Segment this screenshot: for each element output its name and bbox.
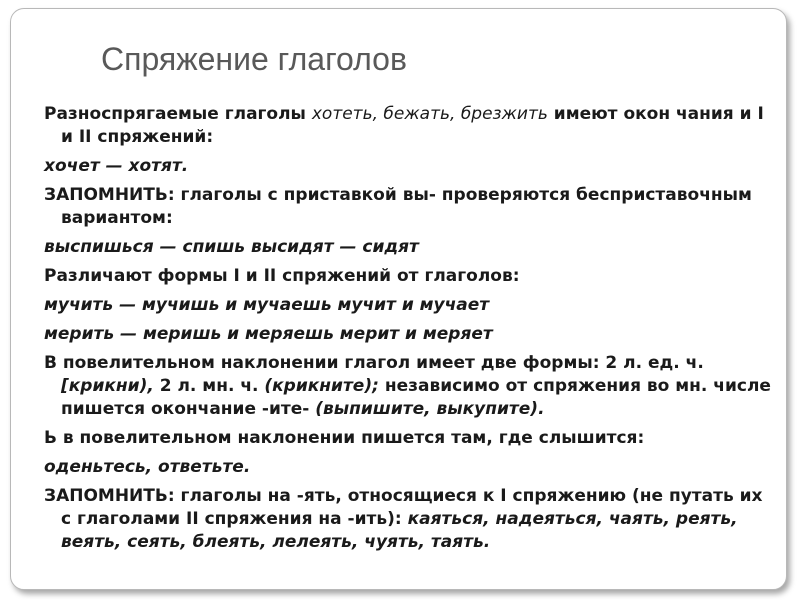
- paragraph-8-example-b: [крикни),: [61, 376, 154, 396]
- paragraph-8-text-e: независимо от спряжения во мн. числе пишется окончание -ите-: [61, 376, 771, 419]
- paragraph-3: ЗАПОМНИТЬ: глаголы с приставкой вы- проверяются бесприставочным вариантом:: [44, 185, 752, 228]
- paragraph-1: [44, 103, 774, 149]
- paragraph-8-text-a: В повелительном наклонении глагол имеет две формы: 2 л. ед. ч.: [44, 353, 704, 373]
- paragraph-1-examples: хотеть, бежать, брезжить: [311, 104, 548, 124]
- slide-title: Спряжение глаголов: [101, 41, 407, 77]
- paragraph-8-example-d: (крикните);: [264, 376, 379, 396]
- paragraph-2: хочет — хотят.: [44, 156, 189, 176]
- paragraph-11-text-a: ЗАПОМНИТЬ: глаголы на -ять, относящиеся к I спряжению (не путать их с глаголами II спряжения на -ить):: [44, 486, 763, 529]
- paragraph-9: Ь в повелительном наклонении пишется там, где слышится:: [44, 428, 645, 448]
- paragraph-7: мерить — меришь и меряешь мерит и меряет: [44, 324, 493, 344]
- paragraph-8: [44, 352, 774, 421]
- paragraph-1-text-c: имеют окон чания и I и II спряжений:: [61, 104, 764, 147]
- paragraph-5: Различают формы I и II спряжений от глаголов:: [44, 266, 520, 286]
- slide-content: [44, 103, 774, 560]
- paragraph-1-text-a: Разноспрягаемые глаголы: [44, 104, 312, 124]
- paragraph-10: оденьтесь, ответьте.: [44, 457, 251, 477]
- paragraph-8-text-c: 2 л. мн. ч.: [153, 376, 265, 396]
- paragraph-4: выспишься — спишь высидят — сидят: [44, 237, 419, 257]
- paragraph-8-example-f: (выпишите, выкупите).: [315, 399, 545, 419]
- paragraph-11-examples: каяться, надеяться, чаять, реять, веять, сеять, блеять, лелеять, чуять, таять.: [61, 509, 738, 552]
- paragraph-6: мучить — мучишь и мучаешь мучит и мучает: [44, 295, 490, 315]
- paragraph-11: [44, 485, 774, 554]
- slide-frame: [10, 8, 787, 590]
